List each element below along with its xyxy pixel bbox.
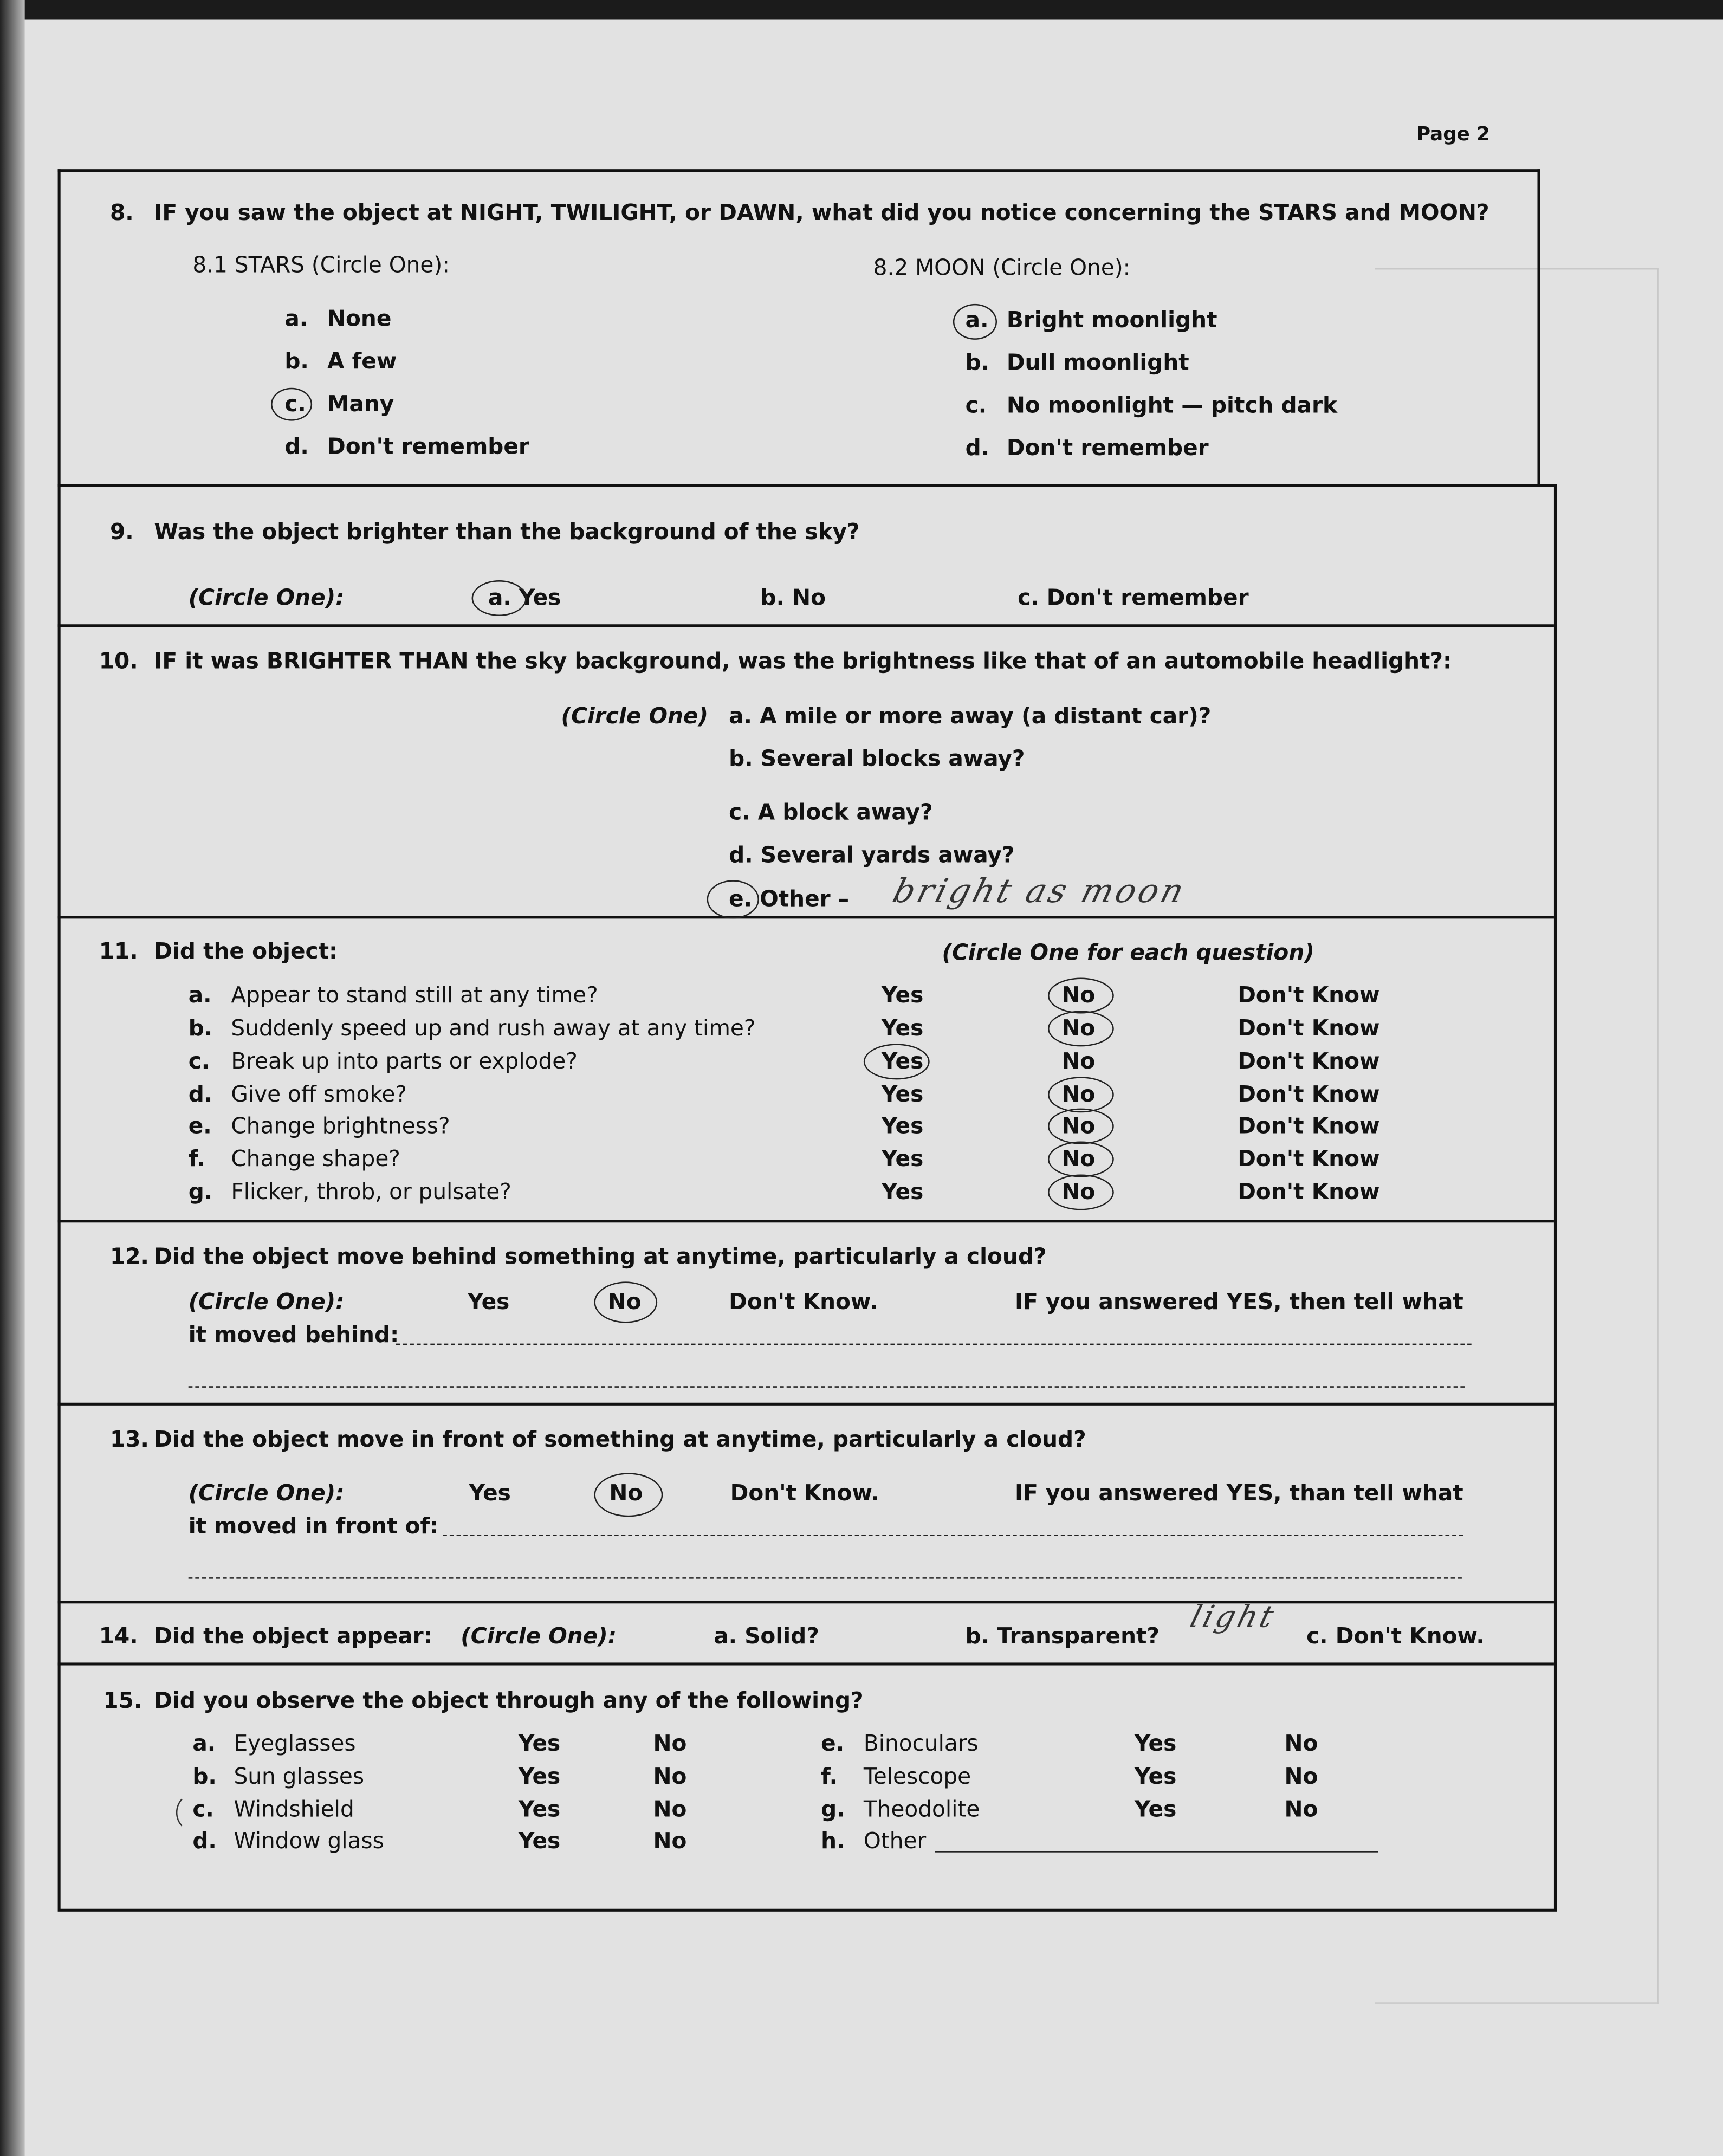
q11-dont-know-option[interactable]: Don't Know — [1238, 1112, 1380, 1139]
q15-yes-option[interactable]: Yes — [1134, 1763, 1177, 1789]
q15-item-label: Sun glasses — [234, 1763, 365, 1789]
q15-yes-option[interactable]: Yes — [1134, 1796, 1177, 1822]
q14-option-b[interactable]: b. Transparent? — [965, 1622, 1160, 1649]
answer-circle-mark — [1048, 1011, 1114, 1046]
q12-answer-line[interactable] — [396, 1344, 1472, 1345]
q12-circle-one: (Circle One): — [188, 1289, 345, 1315]
star-option-letter[interactable]: d. — [284, 433, 309, 459]
q11-row-text: Suddenly speed up and rush away at any time? — [231, 1015, 756, 1041]
q13-yes[interactable]: Yes — [469, 1479, 511, 1506]
answer-circle-mark — [271, 388, 312, 421]
q10-option-c[interactable]: c. A block away? — [729, 799, 933, 825]
star-option-letter[interactable]: c. — [284, 390, 306, 417]
q14-handwriting: light — [1186, 1601, 1280, 1635]
q11-yes-option[interactable]: Yes — [881, 1112, 924, 1139]
q15-item-label: Eyeglasses — [234, 1730, 356, 1757]
answer-circle-mark — [594, 1473, 663, 1517]
q15-item-letter: d. — [192, 1828, 217, 1854]
q12-no[interactable]: No — [607, 1289, 642, 1315]
q14-option-a[interactable]: a. Solid? — [714, 1622, 819, 1649]
q10-number: 10. — [99, 648, 138, 674]
q11-row-letter: c. — [188, 1047, 210, 1074]
moon-option-letter[interactable]: c. — [965, 392, 987, 418]
q13-answer-line[interactable] — [443, 1535, 1463, 1536]
q12-yes[interactable]: Yes — [467, 1289, 510, 1315]
q13-text: Did the object move in front of something at anytime, particularly a cloud? — [154, 1426, 1086, 1453]
answer-circle-mark — [594, 1281, 657, 1323]
q14-option-c[interactable]: c. Don't Know. — [1306, 1622, 1485, 1649]
q11-no-option[interactable]: No — [1061, 1080, 1096, 1108]
q15-item-letter: h. — [821, 1828, 845, 1854]
q15-no-option[interactable]: No — [1284, 1763, 1318, 1789]
q11-number: 11. — [99, 937, 138, 964]
q11-dont-know-option[interactable]: Don't Know — [1238, 982, 1380, 1008]
q15-item-letter: c. — [192, 1796, 214, 1822]
q15-no-option[interactable]: No — [1284, 1796, 1318, 1822]
q12-text: Did the object move behind something at anytime, particularly a cloud? — [154, 1243, 1047, 1270]
q11-dont-know-option[interactable]: Don't Know — [1238, 1080, 1380, 1108]
divider — [58, 1601, 1554, 1603]
partial-circle-mark — [176, 1794, 212, 1832]
q13-dont-know[interactable]: Don't Know. — [730, 1479, 879, 1506]
q8-number: 8. — [110, 199, 134, 226]
star-option-label[interactable]: None — [327, 305, 392, 332]
q15-yes-option[interactable]: Yes — [518, 1763, 561, 1789]
moon-option-letter[interactable]: b. — [965, 349, 990, 375]
q11-row-text: Appear to stand still at any time? — [231, 982, 598, 1008]
divider — [58, 916, 1554, 918]
q15-number: 15. — [103, 1687, 142, 1714]
q13-number: 13. — [110, 1426, 149, 1453]
q11-row-text: Give off smoke? — [231, 1080, 407, 1108]
q8-moon-heading: 8.2 MOON (Circle One): — [873, 254, 1131, 281]
answer-circle-mark — [472, 580, 527, 616]
q11-no-option[interactable]: No — [1061, 1145, 1096, 1172]
q8-stars-heading: 8.1 STARS (Circle One): — [192, 251, 450, 278]
divider — [58, 484, 1554, 487]
q11-row-letter: d. — [188, 1080, 213, 1108]
q15-item-letter: f. — [821, 1763, 838, 1789]
q15-no-option[interactable]: No — [653, 1763, 687, 1789]
moon-option-label[interactable]: Don't remember — [1006, 435, 1209, 461]
answer-circle-mark — [707, 880, 759, 918]
q11-no-option[interactable]: No — [1061, 1047, 1096, 1074]
q12-number: 12. — [110, 1243, 149, 1270]
q15-text: Did you observe the object through any of the following? — [154, 1687, 864, 1714]
q15-yes-option[interactable]: Yes — [518, 1828, 561, 1854]
q15-no-option[interactable]: No — [653, 1828, 687, 1854]
answer-circle-mark — [953, 304, 997, 340]
q12-answer-line-2[interactable] — [189, 1386, 1465, 1388]
q15-no-option[interactable]: No — [1284, 1730, 1318, 1757]
divider — [58, 624, 1554, 627]
q11-text: Did the object: — [154, 937, 338, 964]
answer-circle-mark — [1048, 1109, 1114, 1144]
moon-option-letter[interactable]: a. — [965, 306, 989, 333]
moon-option-label[interactable]: No moonlight — pitch dark — [1006, 392, 1338, 418]
q15-item-label: Windshield — [234, 1796, 354, 1822]
answer-circle-mark — [1048, 1077, 1114, 1112]
q13-follow-label: it moved in front of: — [188, 1512, 439, 1539]
q14-number: 14. — [99, 1622, 138, 1649]
q11-no-option[interactable]: No — [1061, 1179, 1096, 1205]
q13-if-yes: IF you answered YES, than tell what — [1015, 1479, 1463, 1506]
q11-no-option[interactable]: No — [1061, 982, 1096, 1008]
q10-option-e[interactable]: e. Other – — [729, 885, 850, 912]
page-label: Page 2 — [1416, 124, 1490, 146]
q11-dont-know-option[interactable]: Don't Know — [1238, 1047, 1380, 1074]
q11-row-text: Flicker, throb, or pulsate? — [231, 1179, 511, 1205]
q15-other-line[interactable] — [935, 1851, 1378, 1853]
divider — [58, 1662, 1554, 1665]
q11-yes-option[interactable]: Yes — [881, 1145, 924, 1172]
q15-no-option[interactable]: No — [653, 1796, 687, 1822]
q9-option-c[interactable]: c. Don't remember — [1018, 584, 1249, 611]
moon-option-label[interactable]: Dull moonlight — [1006, 349, 1189, 375]
q9-option-b[interactable]: b. No — [760, 584, 826, 611]
q15-item-letter: g. — [821, 1796, 845, 1822]
q15-yes-option[interactable]: Yes — [518, 1730, 561, 1757]
star-option-label[interactable]: Many — [327, 390, 394, 417]
q15-item-label: Theodolite — [863, 1796, 980, 1822]
moon-option-label[interactable]: Bright moonlight — [1006, 306, 1217, 333]
q13-answer-line-2[interactable] — [189, 1577, 1462, 1579]
q11-yes-option[interactable]: Yes — [881, 982, 924, 1008]
q15-yes-option[interactable]: Yes — [518, 1796, 561, 1822]
q9-text: Was the object brighter than the background of the sky? — [154, 518, 860, 545]
star-option-letter[interactable]: b. — [284, 348, 309, 374]
scan-edge-top — [0, 0, 1723, 20]
q15-item-letter: e. — [821, 1730, 845, 1757]
q15-item-letter: a. — [192, 1730, 216, 1757]
moon-option-letter[interactable]: d. — [965, 435, 990, 461]
divider — [58, 1220, 1554, 1222]
q11-row-text: Change brightness? — [231, 1112, 450, 1139]
answer-circle-mark — [864, 1044, 930, 1079]
q15-item-letter: b. — [192, 1763, 217, 1789]
q14-text: Did the object appear: — [154, 1622, 432, 1649]
q15-item-label: Window glass — [234, 1828, 384, 1854]
q8-text: IF you saw the object at NIGHT, TWILIGHT, or DAWN, what did you notice concerning the STARS and MOON? — [154, 199, 1489, 226]
star-option-letter[interactable]: a. — [284, 305, 308, 332]
q10-option-a[interactable]: a. A mile or more away (a distant car)? — [729, 702, 1212, 729]
q12-if-yes: IF you answered YES, then tell what — [1015, 1289, 1463, 1315]
q11-row-letter: b. — [188, 1015, 213, 1041]
answer-circle-mark — [1048, 1174, 1114, 1210]
q11-yes-option[interactable]: Yes — [881, 1015, 924, 1041]
q11-dont-know-option[interactable]: Don't Know — [1238, 1179, 1380, 1205]
q11-row-letter: e. — [188, 1112, 212, 1139]
q11-no-option[interactable]: No — [1061, 1015, 1096, 1041]
divider — [58, 1403, 1554, 1406]
q11-row-text: Change shape? — [231, 1145, 400, 1172]
q13-no[interactable]: No — [609, 1479, 643, 1506]
q15-item-label: Telescope — [863, 1763, 971, 1789]
q9-number: 9. — [110, 518, 134, 545]
q11-dont-know-option[interactable]: Don't Know — [1238, 1015, 1380, 1041]
q10-option-d[interactable]: d. Several yards away? — [729, 841, 1015, 868]
q11-row-letter: g. — [188, 1179, 213, 1205]
q9-option-a[interactable]: a. Yes — [488, 584, 561, 611]
q11-row-letter: f. — [188, 1145, 205, 1172]
star-option-label[interactable]: A few — [327, 348, 397, 374]
q11-no-option[interactable]: No — [1061, 1112, 1096, 1139]
q11-row-text: Break up into parts or explode? — [231, 1047, 578, 1074]
q10-option-b[interactable]: b. Several blocks away? — [729, 745, 1025, 772]
q10-other-handwriting: bright as moon — [889, 872, 1191, 911]
q11-yes-option[interactable]: Yes — [881, 1179, 924, 1205]
q11-yes-option[interactable]: Yes — [881, 1047, 924, 1074]
answer-circle-mark — [1048, 1142, 1114, 1177]
q15-item-label: Other — [863, 1828, 927, 1854]
scan-edge-left — [0, 0, 25, 2156]
q11-row-letter: a. — [188, 982, 212, 1008]
q14-circle-one: (Circle One): — [461, 1622, 617, 1649]
answer-circle-mark — [1048, 978, 1114, 1014]
q12-dont-know[interactable]: Don't Know. — [729, 1289, 878, 1315]
q15-yes-option[interactable]: Yes — [1134, 1730, 1177, 1757]
q11-dont-know-option[interactable]: Don't Know — [1238, 1145, 1380, 1172]
q11-circle-note: (Circle One for each question) — [942, 939, 1314, 966]
q12-follow-label: it moved behind: — [188, 1322, 399, 1348]
star-option-label[interactable]: Don't remember — [327, 433, 529, 459]
q11-yes-option[interactable]: Yes — [881, 1080, 924, 1108]
q10-circle-one: (Circle One) — [561, 702, 709, 729]
q15-no-option[interactable]: No — [653, 1730, 687, 1757]
q15-item-label: Binoculars — [863, 1730, 979, 1757]
q10-text: IF it was BRIGHTER THAN the sky background, was the brightness like that of an automobile headlight?: — [154, 648, 1452, 674]
q9-circle-one: (Circle One): — [188, 584, 345, 611]
q13-circle-one: (Circle One): — [188, 1479, 345, 1506]
